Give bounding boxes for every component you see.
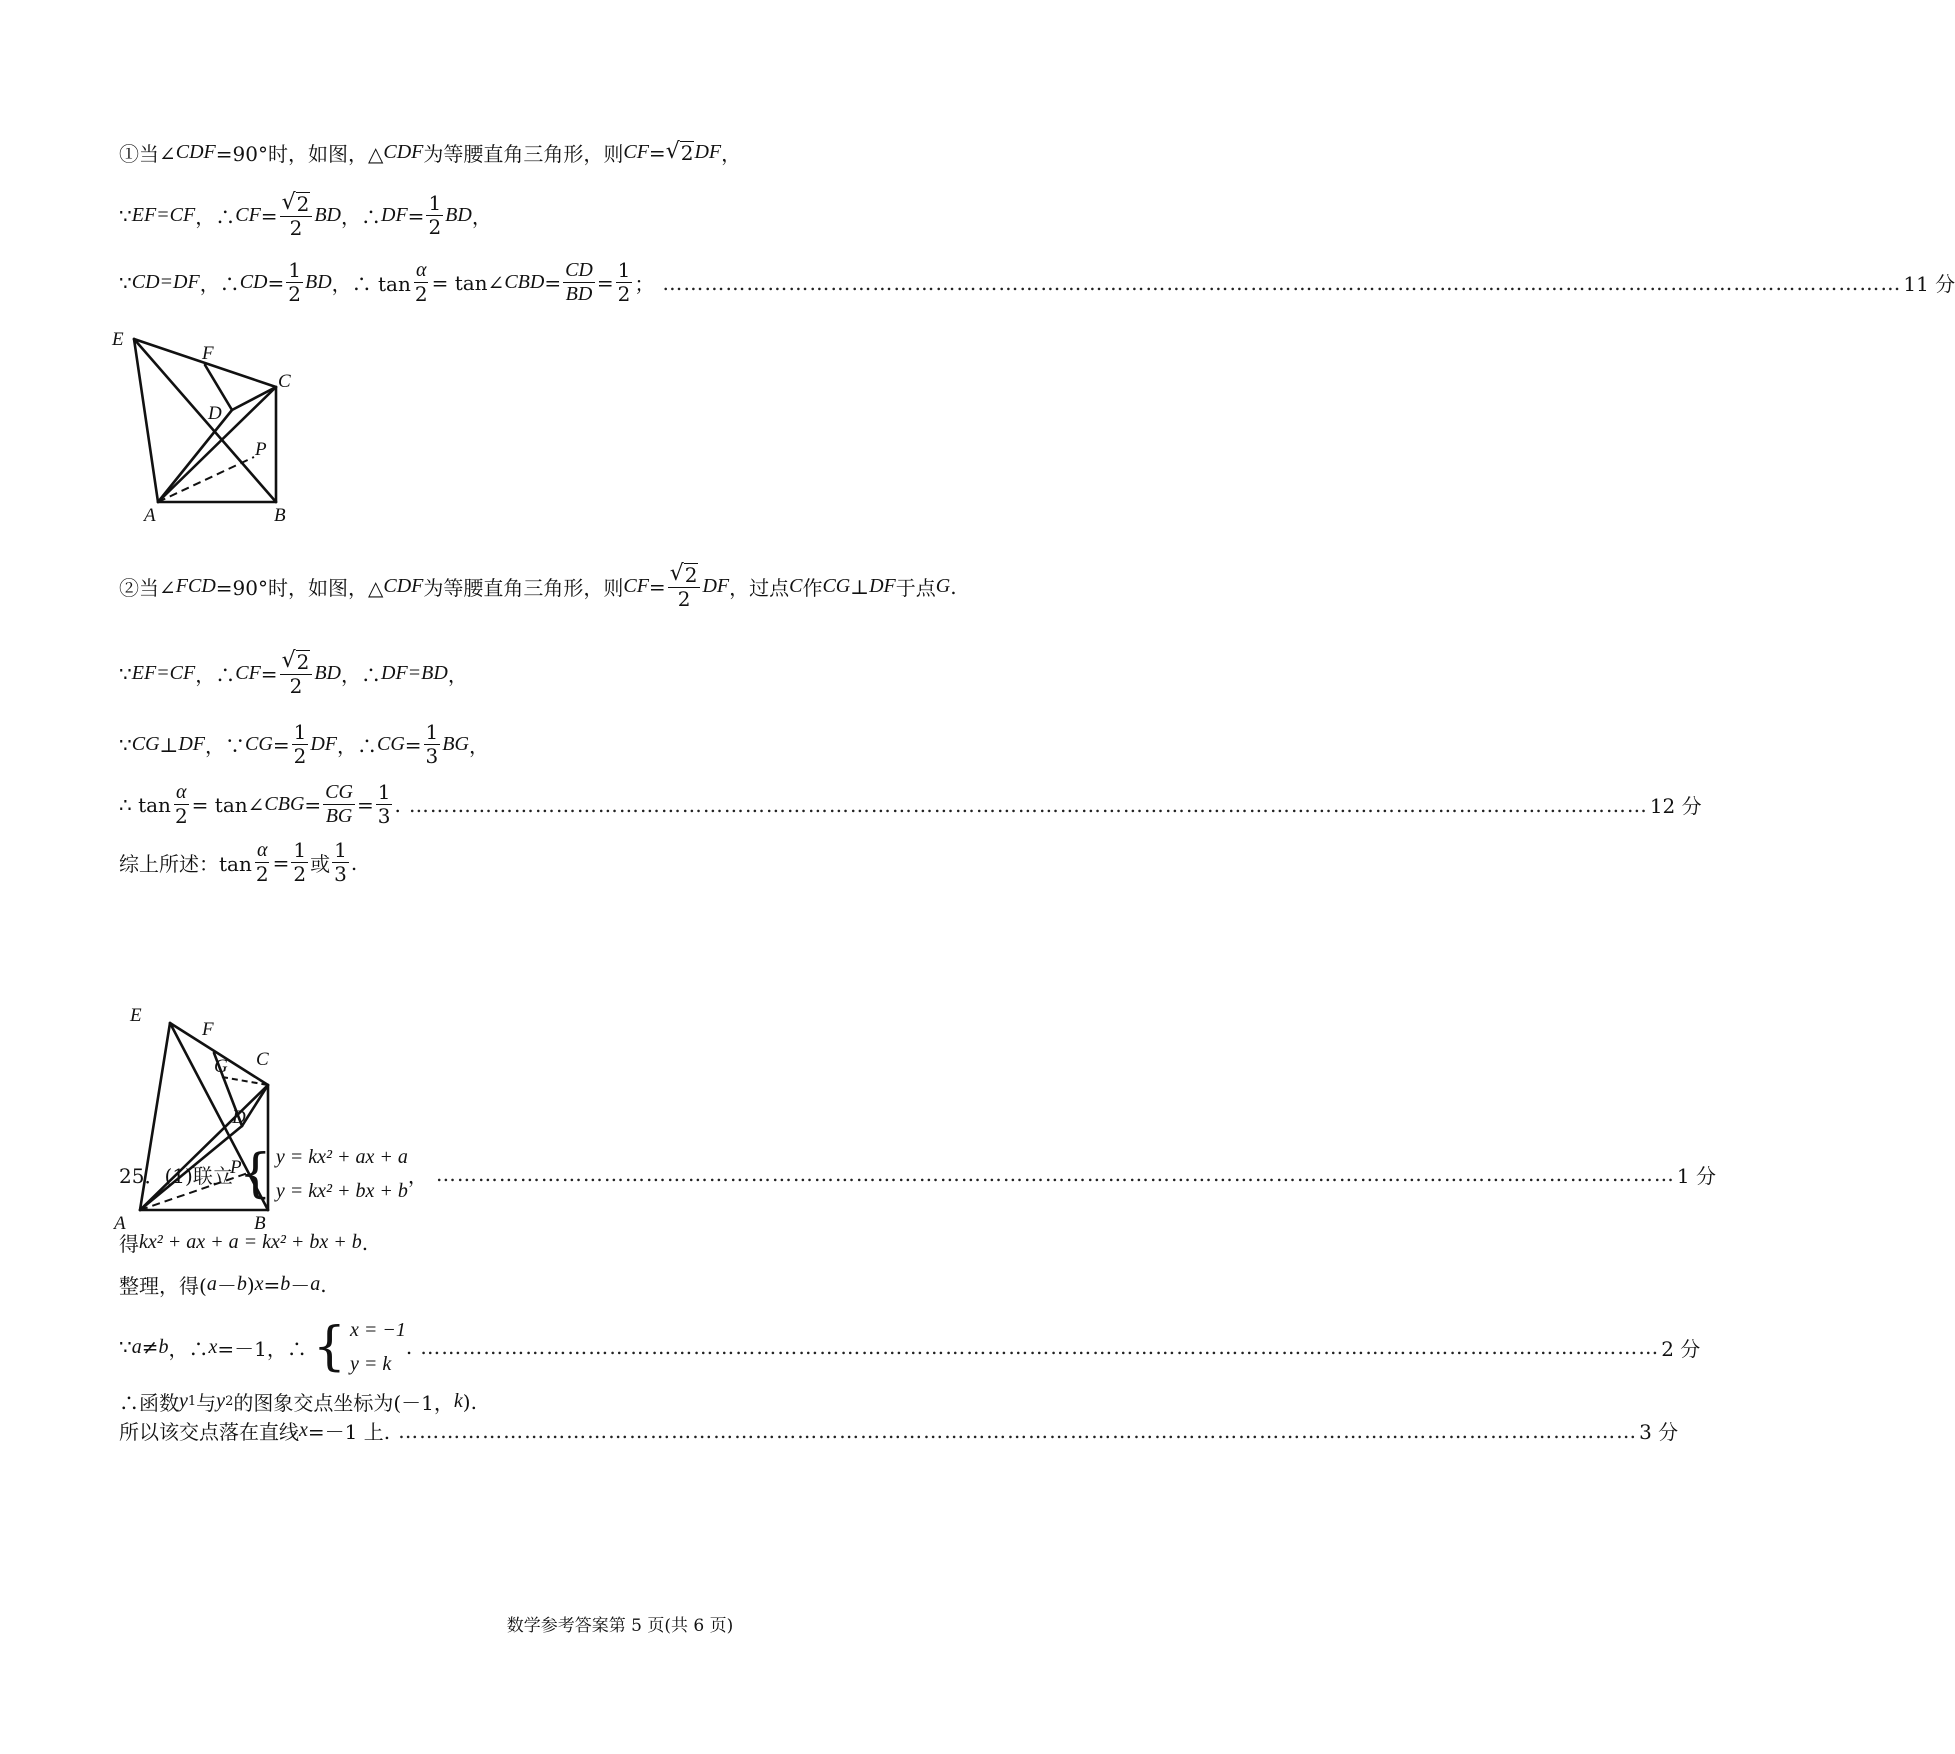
solution-line-6	[119, 722, 1120, 767]
text: CDF	[175, 141, 216, 163]
denominator: 3	[377, 804, 391, 828]
denominator: 2	[293, 862, 307, 886]
text: BD	[304, 271, 332, 293]
label-C: C	[256, 1049, 269, 1070]
text: BD	[314, 204, 341, 226]
radicand: 2	[296, 650, 310, 674]
solution-line-10	[119, 1228, 1120, 1257]
fraction	[424, 722, 441, 767]
fraction: √ 2 2	[280, 650, 313, 697]
question-number: 25．(1)联立	[119, 1163, 233, 1188]
denominator: 2	[289, 216, 303, 240]
fraction	[323, 782, 355, 827]
text: CG	[376, 733, 405, 755]
text: 得	[119, 1232, 139, 1256]
equation-system	[276, 1140, 408, 1208]
text: CD	[239, 271, 268, 293]
text: C	[789, 575, 803, 597]
text: y	[216, 1390, 226, 1412]
text: 作	[802, 576, 823, 600]
text: CG	[245, 733, 273, 755]
text: ∴ tan	[119, 792, 171, 817]
label-A: A	[114, 1213, 126, 1234]
score-label: 1 分	[1676, 1163, 1716, 1188]
text: )	[246, 1272, 255, 1297]
text: 整理，得(	[119, 1274, 207, 1298]
text: ).	[462, 1389, 477, 1414]
text: .	[950, 574, 957, 599]
text: x	[208, 1335, 218, 1358]
label-A: A	[144, 505, 156, 526]
text: =	[596, 270, 614, 295]
numerator: 1	[428, 191, 442, 215]
text: DF	[381, 204, 408, 226]
text: x	[299, 1419, 308, 1441]
fraction: √ 2 2	[668, 563, 701, 610]
text: b	[158, 1335, 169, 1358]
q25-system-line	[119, 1140, 1716, 1208]
text: DF	[869, 575, 896, 597]
score-label: 3 分	[1639, 1420, 1679, 1444]
text: FCD	[175, 575, 216, 597]
text: BD	[445, 204, 472, 226]
solution-line-3	[119, 258, 1955, 306]
text: a	[131, 1335, 142, 1358]
label-G: G	[214, 1056, 228, 1077]
numerator: CD	[565, 259, 593, 281]
text: DF	[178, 733, 206, 755]
text: ∵	[119, 1335, 132, 1359]
text: .	[350, 850, 358, 875]
left-brace: {	[312, 1317, 346, 1377]
text: ∵	[119, 661, 132, 686]
text: ，过点	[729, 576, 790, 600]
fraction	[413, 260, 430, 305]
fraction	[292, 722, 309, 767]
label-D: D	[232, 1107, 246, 1128]
text: ≠	[141, 1335, 159, 1359]
dot-leader	[409, 793, 1648, 817]
segment-DC	[232, 387, 276, 410]
label-B: B	[274, 505, 286, 526]
text: CF	[623, 141, 649, 163]
text: =	[260, 203, 278, 228]
text: －	[216, 1274, 237, 1298]
text: 综上所述：tan	[119, 852, 252, 876]
text: CDF	[383, 141, 424, 163]
text: 为等腰直角三角形，则	[423, 576, 624, 600]
text: DF	[694, 141, 722, 163]
text: =90°时，如图，△	[215, 142, 384, 166]
text: .	[361, 1230, 369, 1255]
text: ①当∠	[119, 142, 176, 166]
label-C: C	[278, 371, 291, 392]
text: ，	[471, 205, 492, 229]
text: a	[310, 1273, 321, 1295]
fraction	[286, 260, 303, 305]
text: CG	[131, 733, 160, 755]
text: ，	[721, 142, 742, 166]
text: ，	[468, 734, 489, 758]
label-B: B	[254, 1213, 266, 1234]
solution-line-4	[119, 563, 1120, 610]
denominator: 3	[334, 862, 347, 886]
dot-leader	[420, 1335, 1659, 1359]
fraction	[173, 782, 190, 827]
label-P: P	[255, 439, 267, 460]
text: ，∴	[341, 663, 381, 687]
denominator: 2	[174, 804, 188, 828]
fraction	[254, 840, 271, 885]
equation-2: y = kx² + bx + b	[275, 1180, 408, 1202]
solution-line-5	[119, 650, 1120, 697]
dot-leader	[436, 1162, 1675, 1186]
text: BG	[442, 733, 469, 755]
radicand: 2	[296, 192, 310, 216]
denominator: 2	[288, 282, 301, 306]
subscript: 2	[225, 1394, 234, 1409]
text: ∴函数	[119, 1391, 179, 1415]
numerator: 1	[425, 720, 439, 744]
text: ，	[447, 663, 468, 687]
text: 所以该交点落在直线	[119, 1420, 299, 1444]
score-label: 12 分	[1649, 794, 1702, 818]
text: 与	[196, 1391, 217, 1415]
numerator: α	[256, 839, 268, 861]
label-D: D	[208, 403, 222, 424]
radicand: 2	[680, 141, 694, 165]
text: = tan∠	[431, 270, 505, 295]
text: y	[179, 1390, 188, 1412]
text: DF=BD	[381, 662, 448, 684]
fraction	[616, 260, 633, 305]
text: = tan∠	[191, 792, 265, 817]
solution-line-7	[119, 780, 1702, 828]
text: =	[263, 1272, 281, 1297]
solution-line-13	[119, 1387, 1120, 1416]
fraction	[563, 260, 595, 305]
text: =	[407, 203, 425, 228]
text: DF	[310, 733, 337, 755]
numerator: 1	[377, 780, 391, 804]
text: =－1 上.	[307, 1420, 391, 1444]
text: CBD	[504, 271, 545, 293]
text: ，	[407, 1163, 428, 1188]
numerator: 1	[288, 258, 301, 282]
text: =	[648, 574, 666, 599]
solution-line-11	[119, 1270, 1120, 1299]
fraction	[332, 840, 349, 885]
equation-system	[350, 1313, 406, 1381]
text: =90°时，如图，△	[215, 576, 384, 600]
subscript: 1	[187, 1394, 197, 1409]
text: ⊥	[850, 574, 870, 599]
text: CD=DF	[131, 271, 200, 293]
numerator: CG	[325, 781, 353, 803]
text: EF=CF	[131, 204, 196, 226]
text: =	[272, 732, 290, 757]
text: ；	[634, 272, 655, 296]
dot-leader	[398, 1419, 1637, 1443]
radicand: 2	[684, 563, 698, 587]
text: =	[260, 661, 278, 686]
text: ∵	[119, 203, 132, 228]
text: ，∴	[199, 272, 240, 296]
text: CDF	[383, 575, 424, 597]
text: ，∵	[205, 734, 246, 758]
text: a	[206, 1273, 217, 1295]
text: =	[356, 792, 374, 817]
numerator: 1	[293, 720, 307, 744]
label-F: F	[202, 1019, 214, 1040]
text: CG	[822, 575, 851, 597]
text: CF	[235, 204, 261, 226]
equation-2: y = k	[349, 1353, 392, 1375]
text: =	[304, 792, 322, 817]
denominator: 2	[293, 744, 307, 768]
text: =	[544, 270, 562, 295]
denominator: 2	[428, 215, 442, 239]
left-brace: {	[238, 1144, 272, 1204]
text: ∵	[119, 732, 132, 757]
text: =	[404, 732, 422, 757]
page-footer: 数学参考答案第 5 页(共 6 页)	[506, 1616, 734, 1636]
text: 或	[310, 852, 331, 876]
score-label: 11 分	[1903, 272, 1955, 296]
label-F: F	[202, 343, 214, 364]
solution-line-1	[119, 138, 1120, 167]
text: G	[935, 575, 951, 597]
text: CF	[235, 662, 261, 684]
denominator: BG	[325, 805, 353, 827]
label-P: P	[230, 1157, 242, 1178]
text: ，∴	[195, 205, 236, 229]
dot-leader	[662, 271, 1901, 295]
label-E: E	[130, 1005, 142, 1026]
sqrt-2: √ 2	[665, 139, 694, 165]
equation: kx² + ax + a = kx² + bx + b	[139, 1231, 362, 1253]
text: .	[320, 1272, 327, 1297]
text: =	[267, 270, 285, 295]
text: ，∴	[195, 663, 236, 687]
text: .	[405, 1335, 413, 1359]
text: =	[272, 850, 290, 875]
fraction	[426, 193, 443, 238]
text: =－1，∴	[217, 1336, 307, 1361]
text: ，∴	[336, 734, 377, 758]
numerator: α	[176, 781, 187, 803]
denominator: 2	[414, 282, 428, 306]
denominator: 2	[617, 282, 631, 306]
text: EF=CF	[131, 662, 196, 684]
solution-line-14	[119, 1416, 1679, 1445]
equation-1: x = −1	[349, 1319, 406, 1341]
text: －	[290, 1274, 311, 1298]
text: b	[236, 1273, 247, 1295]
text: .	[394, 792, 401, 817]
score-label: 2 分	[1661, 1336, 1701, 1361]
dashed-AP	[158, 457, 254, 502]
text: ，∴	[168, 1336, 209, 1361]
text: =	[648, 140, 666, 165]
numerator: α	[415, 259, 427, 281]
text: 于点	[895, 576, 936, 600]
text: x	[254, 1273, 264, 1295]
text: DF	[702, 575, 730, 597]
denominator: 2	[255, 862, 269, 886]
denominator: 2	[677, 587, 691, 611]
text: 的图象交点坐标为(－1，	[233, 1391, 454, 1415]
text: CF	[623, 575, 649, 597]
denominator: 3	[425, 744, 439, 768]
text: ②当∠	[119, 576, 176, 600]
text: BD	[314, 662, 341, 684]
text: ⊥	[159, 732, 179, 757]
label-E: E	[112, 329, 124, 350]
fraction	[376, 782, 393, 827]
numerator: 1	[293, 838, 307, 862]
fraction: √ 2 2	[280, 192, 313, 239]
denominator: 2	[289, 674, 303, 698]
geometry-figure-1	[110, 325, 310, 530]
text: ，∴ tan	[331, 272, 411, 296]
text: ∵	[119, 270, 132, 295]
numerator: 1	[617, 258, 631, 282]
text: CBG	[264, 793, 305, 815]
denominator: BD	[565, 283, 593, 305]
summary-line	[119, 840, 1120, 885]
text: b	[280, 1273, 291, 1295]
solution-line-12	[119, 1313, 1701, 1381]
text: k	[453, 1390, 463, 1412]
solution-line-2	[119, 192, 1120, 239]
text: ，∴	[341, 205, 381, 229]
numerator: 1	[334, 838, 347, 862]
text: 为等腰直角三角形，则	[423, 142, 624, 166]
fraction	[291, 840, 308, 885]
equation-1: y = kx² + ax + a	[275, 1146, 408, 1168]
